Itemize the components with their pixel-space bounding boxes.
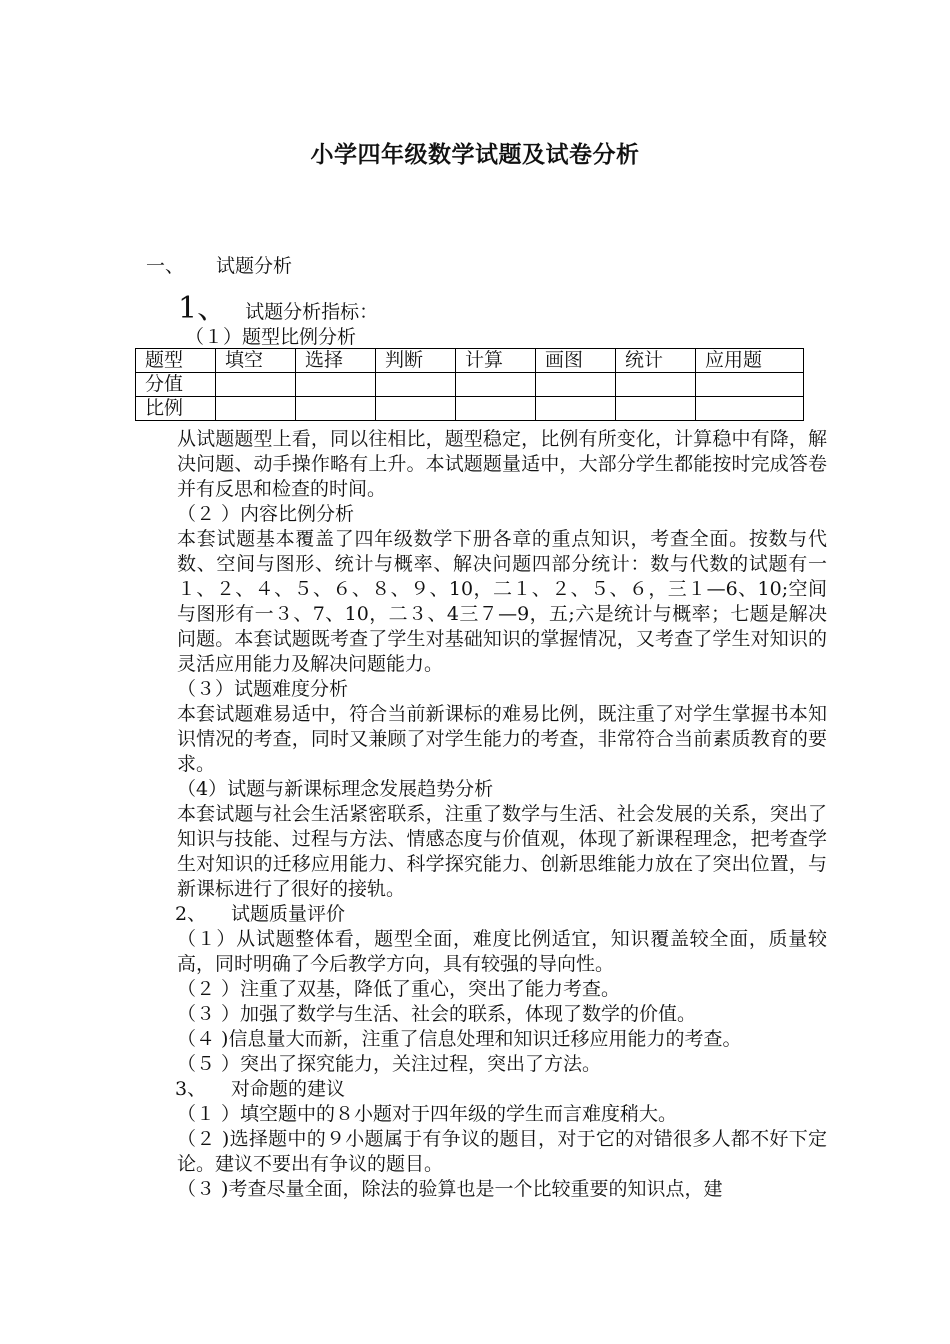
list-item: （２ ）注重了双基，降低了重心，突出了能力考查。 [177, 978, 621, 1000]
table-cell [216, 397, 296, 421]
table-cell: 画图 [536, 349, 616, 373]
table-cell: 统计 [616, 349, 696, 373]
table-cell: 判断 [376, 349, 456, 373]
paragraph: 本套试题难易适中，符合当前新课标的难易比例，既注重了对学生掌握书本知识情况的考查，同时又兼顾了对学生能力的考查，非常符合当前素质教育的要求。 [177, 703, 827, 775]
subsection-heading-indicators [178, 283, 378, 327]
section-label: 试题分析 [216, 255, 293, 277]
section-number: 2、 [175, 903, 207, 925]
table-cell [616, 373, 696, 397]
list-item: （３ ）加强了数学与生活、社会的联系，体现了数学的价值。 [177, 1003, 697, 1025]
document-title: 小学四年级数学试题及试卷分析 [310, 141, 640, 168]
table-cell [696, 397, 804, 421]
section-number: 一、 [146, 255, 185, 277]
section-heading-analysis [146, 251, 292, 278]
section-number: 3、 [175, 1078, 207, 1100]
table-cell [376, 373, 456, 397]
list-item: （５ ）突出了探究能力，关注过程，突出了方法。 [177, 1053, 602, 1075]
table-cell [536, 373, 616, 397]
section-label: 试题质量评价 [231, 903, 346, 925]
table-cell: 题型 [136, 349, 216, 373]
table-header-row [136, 349, 804, 373]
subsection-number: 1、 [178, 291, 228, 326]
table-cell: 应用题 [696, 349, 804, 373]
table-cell [296, 373, 376, 397]
table-cell [376, 397, 456, 421]
question-type-ratio-table [135, 348, 804, 421]
paragraph: 本套试题与社会生活紧密联系，注重了数学与生活、社会发展的关系，突出了知识与技能、过程与方法、情感态度与价值观，体现了新课程理念，把考查学生对知识的迁移应用能力、科学探究能力、创新思维能力放在了突出位置，与新课标进行了很好的接轨。 [177, 803, 827, 900]
subsection-label: 试题分析指标： [245, 301, 379, 323]
list-item: （１）从试题整体看，题型全面，难度比例适宜，知识覆盖较全面，质量较高，同时明确了今后教学方向，具有较强的导向性。 [177, 928, 827, 975]
table-cell [296, 397, 376, 421]
list-item: （１ ）填空题中的８小题对于四年级的学生而言难度稍大。 [177, 1103, 678, 1125]
table-cell: 填空 [216, 349, 296, 373]
paragraph: 本套试题基本覆盖了四年级数学下册各章的重点知识，考查全面。按数与代数、空间与图形、统计与概率、解决问题四部分统计：数与代数的试题有一１、２、４、５、６、８、９、10，二１、２、５、６，三１—6、10;空间与图形有一３、7、10，二３、4三７—9，五;六是统计与概率；七题是解决问题。本套试题既考查了学生对基础知识的掌握情况，又考查了学生对知识的灵活应用能力及解决问题能力。 [177, 528, 827, 675]
table-cell [536, 397, 616, 421]
table-row [136, 397, 804, 421]
section-heading-suggestions [175, 1077, 827, 1102]
list-item: （３ )考查尽量全面，除法的验算也是一个比较重要的知识点，建 [177, 1178, 723, 1200]
paragraph-heading: （３）试题难度分析 [177, 678, 349, 700]
list-item: （４ )信息量大而新，注重了信息处理和知识迁移应用能力的考查。 [177, 1028, 742, 1050]
table-cell: 选择 [296, 349, 376, 373]
section-heading-quality [175, 902, 827, 927]
paragraph: 从试题题型上看，同以往相比，题型稳定，比例有所变化，计算稳中有降，解决问题、动手操作略有上升。本试题题量适中，大部分学生都能按时完成答卷并有反思和检查的时间。 [177, 428, 827, 500]
table-cell: 分值 [136, 373, 216, 397]
table-cell [456, 397, 536, 421]
table-cell: 比例 [136, 397, 216, 421]
table-cell [456, 373, 536, 397]
table-cell [216, 373, 296, 397]
document-body [177, 427, 827, 1202]
paragraph-heading: （２ ）内容比例分析 [177, 503, 355, 525]
table-cell [616, 397, 696, 421]
paragraph-heading: （4）试题与新课标理念发展趋势分析 [177, 778, 494, 800]
table-cell: 计算 [456, 349, 536, 373]
list-item: （２ )选择题中的９小题属于有争议的题目，对于它的对错很多人都不好下定论。建议不要出有争议的题目。 [177, 1128, 827, 1175]
section-label: 对命题的建议 [231, 1078, 346, 1100]
table-cell [696, 373, 804, 397]
table-row [136, 373, 804, 397]
table-heading: （１）题型比例分析 [185, 326, 357, 348]
